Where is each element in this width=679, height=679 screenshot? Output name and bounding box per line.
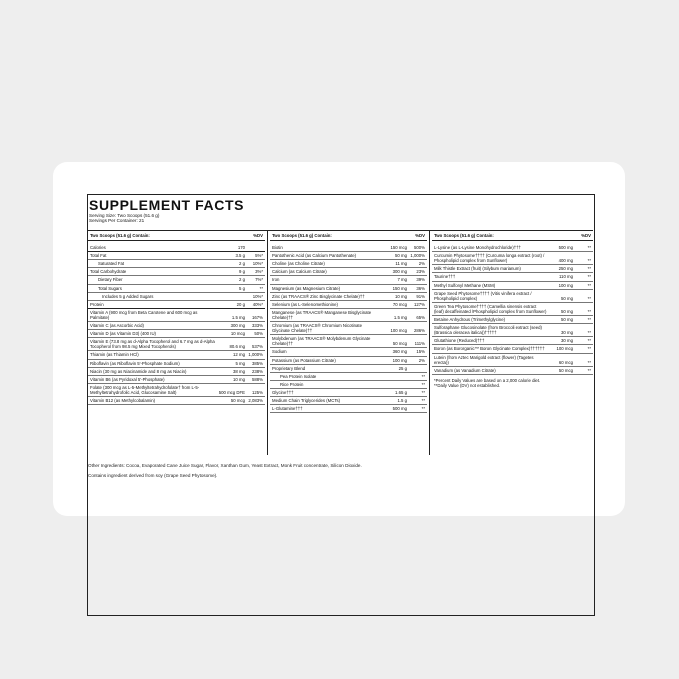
nutrient-name: Manganese (as TRAACS® Manganese Bisglycinate Chelate)†† [272, 309, 372, 320]
nutrient-dv: 238% [252, 368, 263, 374]
nutrient-name: Riboflavin (as Riboflavin 5'-Phosphate Sodium) [90, 360, 180, 366]
nutrient-amount: 150 mg [392, 285, 407, 291]
nutrient-amount: 10 mcg [230, 331, 245, 337]
nutrient-name: Grape Seed Phytosome†††† (Vitis vinifera extract / Phospholipid complex) [434, 290, 532, 301]
nutrient-amount: 100 mcg [556, 346, 573, 352]
nutrient-dv: 5%* [255, 253, 263, 259]
nutrient-amount: 500 mg [558, 245, 573, 251]
nutrient-amount: 360 mg [392, 349, 407, 355]
other-ingredients: Other Ingredients: Cocoa, Evaporated Cane Juice Sugar, Flavor, Xanthan Gum, Yeast Extract, Monk Fruit concentrate, Silicon Dioxide. [88, 463, 362, 468]
nutrient-amount: 38 mg [233, 368, 245, 374]
serving-size: Serving Size: Two Scoops (51.6 g) [89, 213, 160, 218]
nutrient-dv: ** [587, 308, 591, 314]
nutrient-name: Zinc (as TRAACS® Zinc Bisglycinate Chelate)†† [272, 293, 365, 299]
nutrient-name: Vitamin B12 (as Methylcobalamin) [90, 397, 156, 403]
column-header-label: Two Scoops (51.6 g) Contain: [272, 233, 332, 238]
nutrient-name: Medium Chain Triglycerides (MCTs) [272, 397, 341, 403]
nutrient-dv: ** [421, 373, 425, 379]
nutrient-dv: ** [587, 258, 591, 264]
nutrient-dv: 167% [252, 314, 263, 320]
nutrient-dv: ** [421, 389, 425, 395]
nutrient-amount: 1.5 g [397, 397, 407, 403]
nutrient-dv: 15% [416, 349, 425, 355]
nutrient-dv: ** [421, 381, 425, 387]
nutrient-name: L-Glutamine††† [272, 406, 303, 412]
nutrient-amount: 50 mcg [392, 341, 407, 347]
nutrient-name: Saturated Fat [98, 261, 125, 267]
nutrient-name: Total Carbohydrate [90, 269, 127, 275]
nutrient-dv: 39% [416, 277, 425, 283]
footnote: *Percent Daily Values are based on a 2,000 calorie diet. [434, 377, 541, 383]
nutrient-name: Green Tea Phytosome†††† (Camellia sinensis extract (leaf) decaffeinated /Phospholipid complex from Sunflower) [434, 303, 547, 314]
column-header-label: Two Scoops (51.6 g) Contain: [434, 233, 494, 238]
nutrient-amount: 400 mg [558, 258, 573, 264]
nutrient-name: Dietary Fiber [98, 277, 123, 283]
nutrient-amount: 11 mg [395, 261, 407, 267]
nutrient-name: Includes 5 g Added Sugars [102, 293, 154, 299]
nutrient-dv: 588% [252, 376, 263, 382]
nutrient-dv: 36% [416, 285, 425, 291]
nutrient-name: Molybdenum (as TRAACS® Molybdenum Glycinate Chelate)†† [272, 336, 371, 347]
nutrient-amount: 100 mg [392, 357, 407, 363]
nutrient-dv: ** [587, 367, 591, 373]
nutrient-amount: 2 g [239, 261, 245, 267]
nutrient-name: Pea Protein Isolate [280, 373, 317, 379]
nutrient-name: Magnesium (as Magnesium Citrate) [272, 285, 341, 291]
nutrient-dv: 537% [252, 344, 263, 350]
nutrient-dv: 10%* [252, 293, 263, 299]
nutrient-name: Rice Protein [280, 381, 304, 387]
nutrient-dv: ** [587, 266, 591, 272]
nutrient-name: Vanadium (as Vanadium Citrate) [434, 367, 496, 373]
nutrient-dv: ** [587, 338, 591, 344]
nutrient-amount: 10 mg [395, 293, 407, 299]
nutrient-name: Choline (as Choline Citrate) [272, 261, 325, 267]
nutrient-name: Sulforaphane Glucosinolate (from Broccoli extract (seed) (Brassica oleracea italica))††††† [434, 325, 542, 336]
nutrient-amount: 2 g [239, 277, 245, 283]
nutrient-dv: ** [587, 282, 591, 288]
servings-per-container: Servings Per Container: 21 [89, 218, 145, 224]
nutrient-name: Potassium (as Potassium Citrate) [272, 357, 336, 363]
nutrient-dv: 40%* [252, 301, 263, 307]
nutrient-amount: 80.6 mg [229, 344, 245, 350]
nutrient-amount: 100 mg [558, 282, 573, 288]
nutrient-name: Folate (300 mcg as L-5-Methyltetrahydrofolate† from L-5-Methyltetrahydrofolic Acid, Glucosamine Salt) [90, 384, 200, 395]
nutrient-dv: 23% [416, 269, 425, 275]
nutrient-name: Thiamin (as Thiamin HCl) [90, 352, 139, 358]
nutrient-dv: ** [259, 285, 263, 291]
nutrient-amount: 5 mg [235, 360, 245, 366]
nutrient-amount: 20 g [236, 301, 245, 307]
nutrient-dv: 2% [418, 357, 425, 363]
nutrient-amount: 70 mcg [392, 301, 407, 307]
nutrient-amount: 150 mcg [390, 245, 407, 251]
nutrient-dv: 127% [414, 301, 425, 307]
nutrient-amount: 10 mg [233, 376, 245, 382]
nutrient-name: Calories [90, 245, 106, 251]
nutrient-name: Vitamin A (900 mcg from Beta Carotene and 600 mcg as Palmitate) [90, 309, 198, 320]
nutrient-dv: 500% [414, 245, 425, 251]
nutrient-name: Total Sugars [98, 285, 122, 291]
nutrient-amount: 100 mcg [390, 328, 407, 334]
nutrient-name: Vitamin C (as Ascorbic Acid) [90, 323, 144, 329]
nutrient-dv: ** [587, 317, 591, 323]
nutrient-amount: 250 mg [558, 266, 573, 272]
nutrient-dv: 3%* [255, 269, 263, 275]
dv-header: %DV [253, 233, 263, 238]
nutrient-amount: 50 mg [561, 317, 573, 323]
nutrient-dv: ** [587, 274, 591, 280]
nutrient-dv: 286% [414, 328, 425, 334]
nutrient-name: Betaine Anhydrous (Trimethylglycine) [434, 317, 506, 323]
nutrient-dv: 125% [252, 389, 263, 395]
nutrient-name: Total Fat [90, 253, 107, 259]
label-border [87, 194, 595, 616]
nutrient-name: Lutein (from Aztec Marigold extract (flower) (Tagetes erecta)) [434, 354, 534, 365]
supplement-facts-title: SUPPLEMENT FACTS [89, 197, 245, 213]
nutrient-amount: 9 g [239, 269, 245, 275]
nutrient-dv: 333% [252, 323, 263, 329]
product-info-card [53, 162, 625, 516]
nutrient-dv: 385% [252, 360, 263, 366]
nutrient-name: Chromium (as TRAACS® Chromium Nicotinate Glycinate Chelate)†† [272, 323, 363, 334]
nutrient-amount: 5 g [239, 285, 245, 291]
nutrient-dv: 1,000% [248, 352, 263, 358]
nutrient-amount: 500 mcg DFE [218, 389, 245, 395]
nutrient-name: Biotin [272, 245, 283, 251]
nutrient-name: Glycine††† [272, 389, 294, 395]
footnote: **Daily Value (DV) not established. [434, 383, 501, 389]
nutrient-name: Taurine††† [434, 274, 456, 280]
nutrient-name: Methyl Sulfonyl Methane (MSM) [434, 282, 496, 288]
other-ingredients-section [88, 461, 593, 480]
nutrient-name: Niacin (30 mg as Niacinamide and 8 mg as Niacin) [90, 368, 187, 374]
nutrient-name: Pantothenic Acid (as Calcium Pantothenate) [272, 253, 357, 259]
nutrient-amount: 1.5 mg [393, 314, 407, 320]
nutrient-amount: 50 mg [561, 295, 573, 301]
nutrient-dv: ** [587, 245, 591, 251]
nutrient-dv: 91% [416, 293, 425, 299]
nutrient-dv: 65% [416, 314, 425, 320]
nutrient-amount: 1.5 mg [231, 314, 245, 320]
nutrient-amount: 300 mg [392, 269, 407, 275]
nutrient-dv: ** [587, 330, 591, 336]
nutrient-name: Vitamin D (as Vitamin D3) (400 IU) [90, 331, 156, 337]
nutrient-amount: 12 mg [233, 352, 245, 358]
nutrient-dv: ** [587, 359, 591, 365]
nutrient-amount: 30 mg [561, 330, 573, 336]
dv-header: %DV [581, 233, 591, 238]
nutrient-amount: 300 mg [230, 323, 245, 329]
nutrient-amount: 50 mg [561, 308, 573, 314]
nutrient-amount: 170 [237, 245, 245, 251]
nutrient-dv: ** [587, 346, 591, 352]
nutrient-name: Iron [272, 277, 280, 283]
nutrient-name: Boron (as Bororganic™ Boron Glycinate Complex)†††††† [434, 346, 545, 352]
nutrient-name: Proprietary Blend [272, 365, 306, 371]
nutrient-dv: ** [587, 295, 591, 301]
nutrient-dv: ** [421, 397, 425, 403]
nutrient-dv: 111% [414, 341, 425, 347]
nutrient-amount: 1.65 g [395, 389, 407, 395]
nutrient-name: Curcumin Phytosome†††† (Curcuma longa extract (root) / Phospholipid complex from Sunflower) [434, 253, 545, 264]
nutrient-name: Milk Thistle Extract (fruit) (Silybum marianum) [434, 266, 521, 272]
nutrient-name: Calcium (as Calcium Citrate) [272, 269, 327, 275]
nutrient-amount: 500 mg [392, 406, 407, 412]
nutrient-amount: 50 mcg [230, 397, 245, 403]
dv-header: %DV [415, 233, 425, 238]
nutrient-amount: 110 mg [558, 274, 573, 280]
allergen-statement: Contains ingredient derived from soy (Grape Seed Phytosome). [88, 472, 218, 478]
nutrient-name: Vitamin B6 (as Pyridoxal 5'-Phosphate) [90, 376, 165, 382]
nutrient-amount: 50 mcg [558, 367, 573, 373]
nutrient-dv: ** [421, 406, 425, 412]
nutrient-name: Protein [90, 301, 104, 307]
nutrient-dv: 1,000% [410, 253, 425, 259]
nutrient-amount: 7 mg [397, 277, 407, 283]
nutrient-dv: 50% [254, 331, 263, 337]
nutrient-name: Glutathione (Reduced)††† [434, 338, 485, 344]
nutrient-name: Selenium (as L-Selenomethionine) [272, 301, 338, 307]
nutrient-dv: 2,083% [248, 397, 263, 403]
nutrient-name: L-Lysine (as L-Lysine Monohydrochloride)††† [434, 245, 521, 251]
nutrient-dv: 2% [418, 261, 425, 267]
nutrient-amount: 30 mg [561, 338, 573, 344]
column-header-label: Two Scoops (51.6 g) Contain: [90, 233, 150, 238]
nutrient-amount: 3.5 g [235, 253, 245, 259]
nutrient-dv: 7%* [255, 277, 263, 283]
nutrient-amount: 25 g [398, 365, 407, 371]
nutrient-name: Sodium [272, 349, 287, 355]
nutrient-amount: 50 mg [395, 253, 407, 259]
nutrient-amount: 60 mcg [558, 359, 573, 365]
nutrient-dv: 10%* [252, 261, 263, 267]
nutrient-name: Vitamin E (73.8 mg as d-Alpha Tocopherol and 6.7 mg as d-Alpha Tocopherol from 98.5 mg Mixed Tocopherols) [90, 339, 215, 350]
